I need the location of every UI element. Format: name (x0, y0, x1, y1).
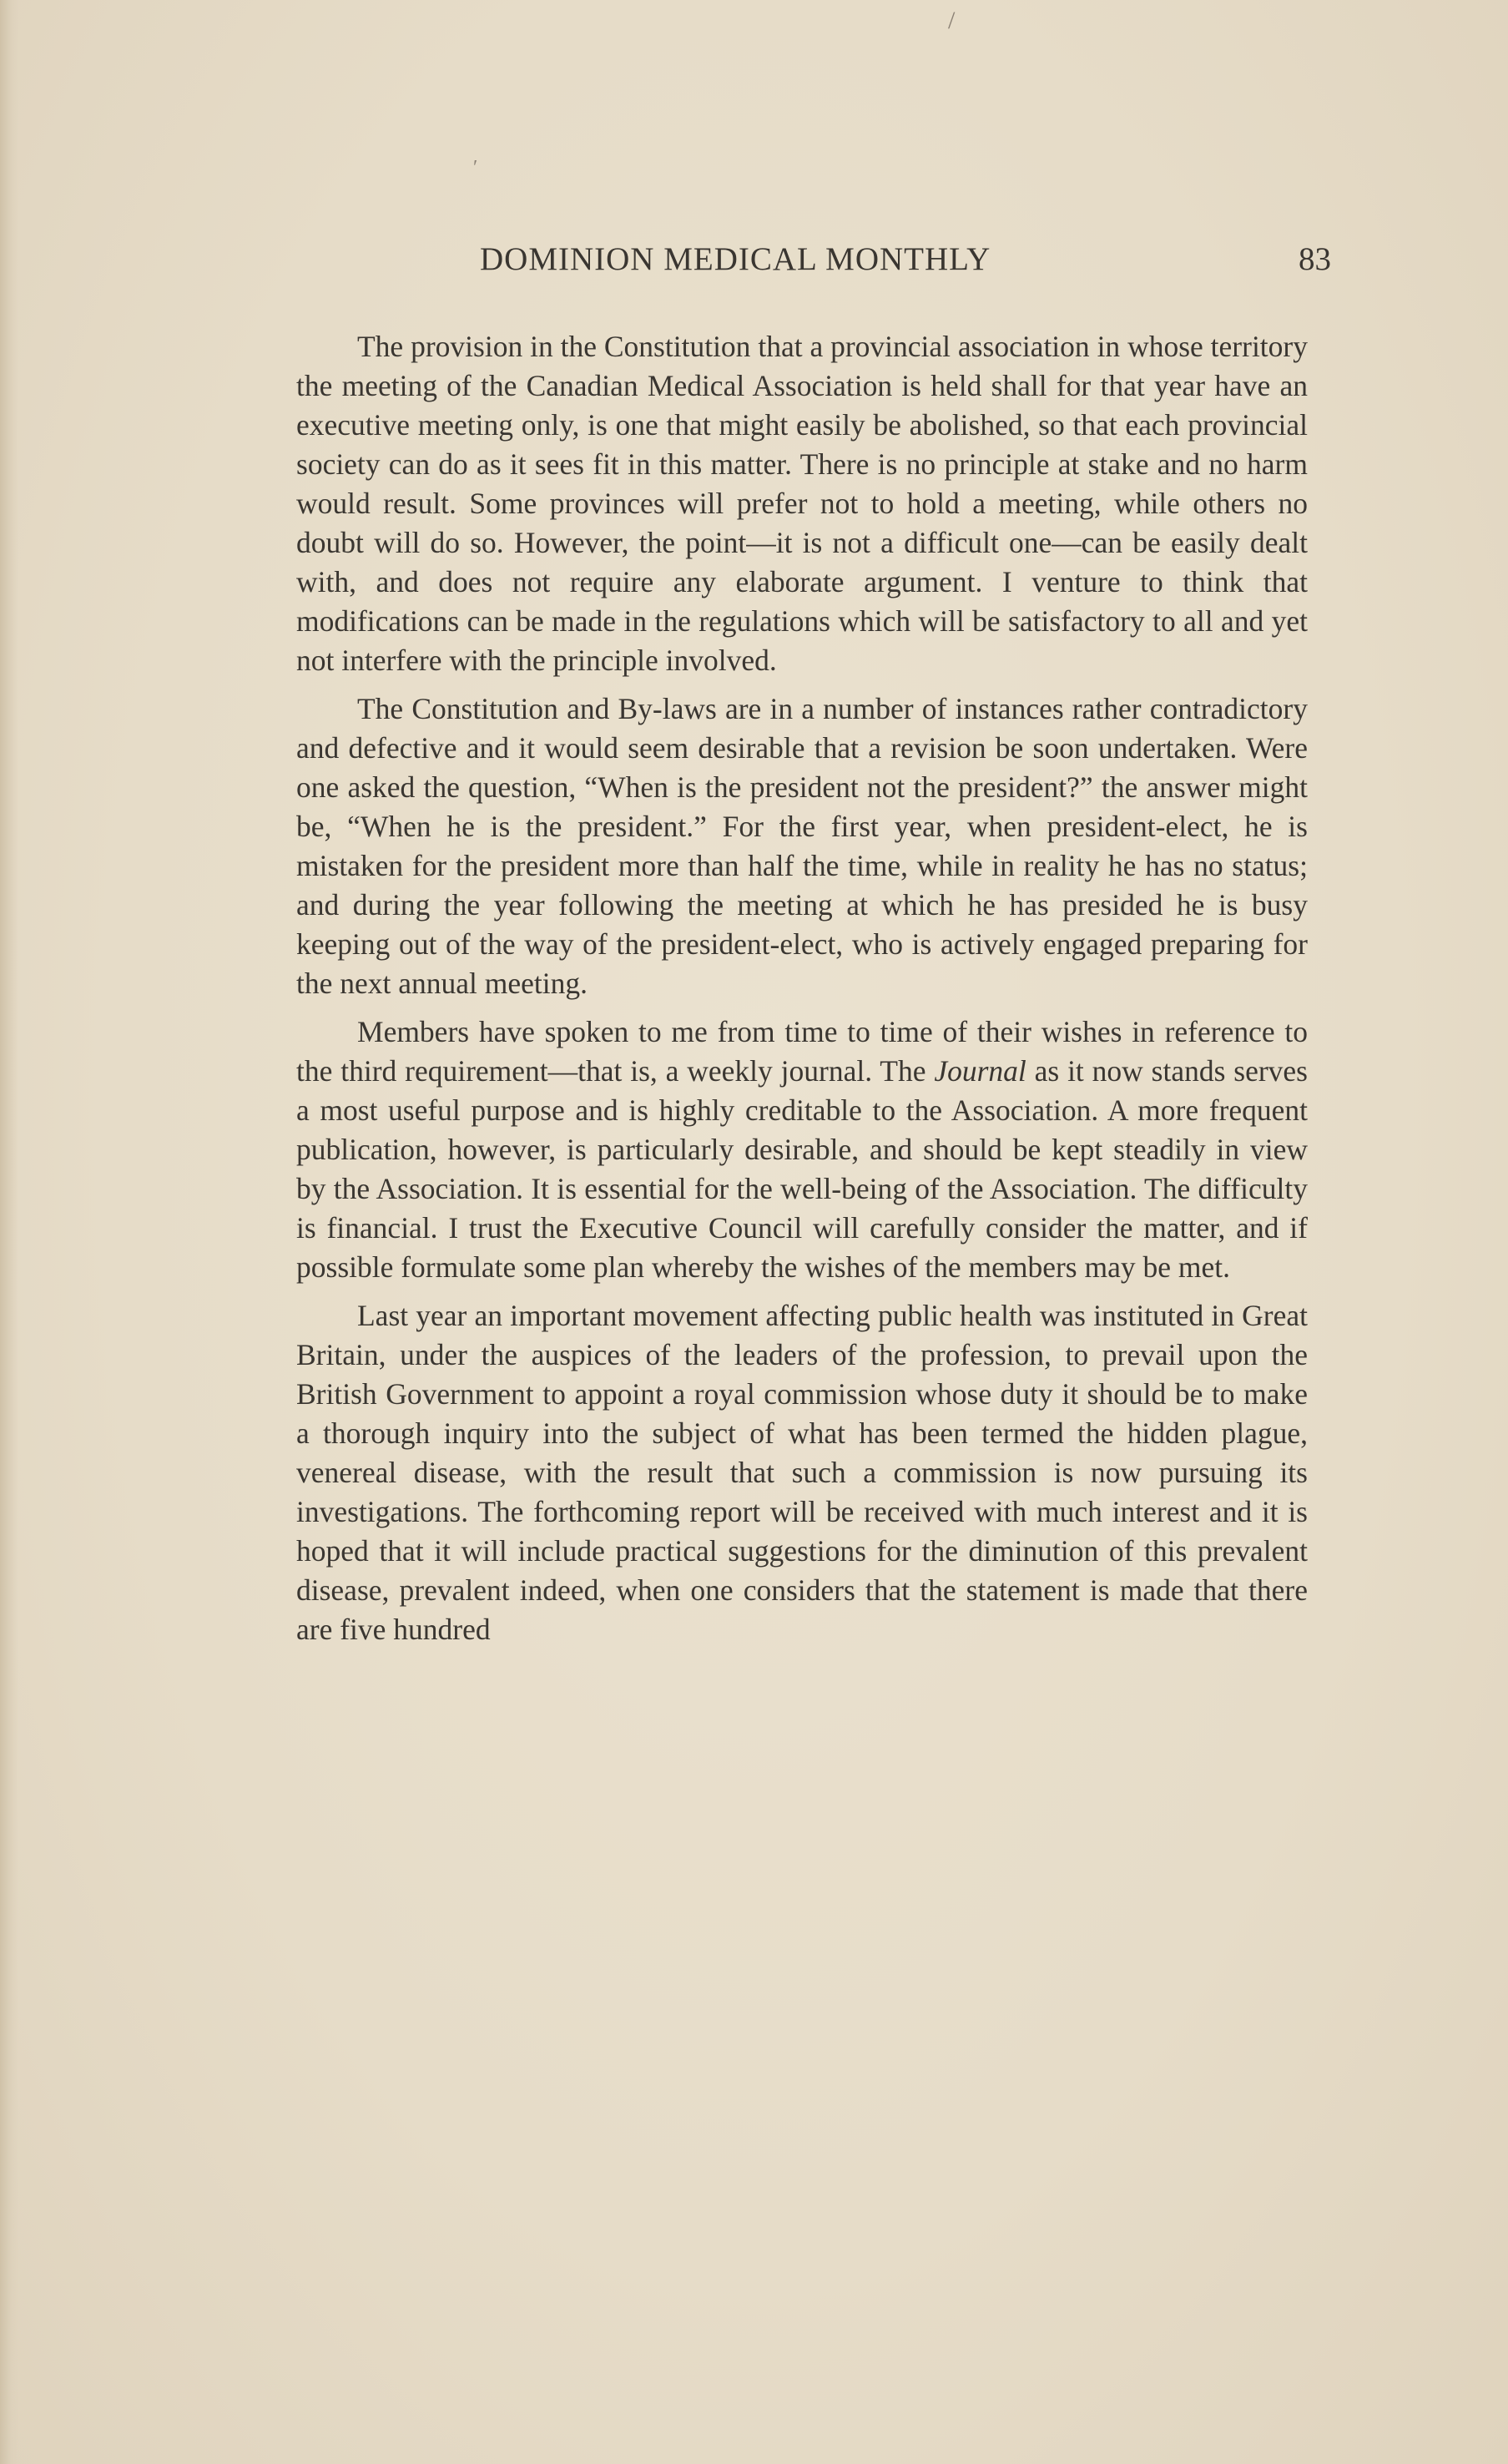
page-binding-edge (0, 0, 18, 2464)
article-body (296, 327, 1308, 1659)
running-title: DOMINION MEDICAL MONTHLY (480, 241, 991, 277)
journal-title: Journal (934, 1054, 1026, 1088)
paragraph-text: Members have spoken to me from time to time of their wishes in reference to the third requirement—that is, a weekly journal. The (296, 1015, 1308, 1088)
paragraph-constitution-bylaws: The Constitution and By-laws are in a number of instances rather contradictory and defective and it would seem desirable that a revision be soon undertaken. Were one asked the question, “When is the president not the president?” the answer might be, “When he is the president.” For the first year, when president-elect, he is mistaken for the president more than half the time, while in reality he has no status; and during the year following the meeting at which he has presided he is busy keeping out of the way of the president-elect, who is actively engaged preparing for the next annual meeting. (296, 692, 1308, 1000)
page-header (296, 240, 1331, 290)
paragraph-text: as it now stands serves a most useful purpose and is highly creditable to the Association. A more frequent publication, however, is particularly desirable, and should be kept steadily in view by the Association. It is essential for the well-being of the Association. The difficulty is financial. I trust the Executive Council will carefully consider the matter, and if possible formulate some plan whereby the wishes of the members may be met. (296, 1054, 1308, 1284)
pencil-tick: ′ (473, 157, 478, 179)
page-number: 83 (1299, 241, 1331, 277)
pencil-mark: / (948, 7, 956, 34)
paragraph-public-health: Last year an important movement affecting public health was instituted in Great Britain, under the auspices of the leaders of the profession, to prevail upon the British Government to appoint a royal commission whose duty it should be to make a thorough inquiry into the subject of what has been termed the hidden plague, venereal disease, with the result that such a commission is now pursuing its investigations. The forthcoming report will be received with much interest and it is hoped that it will include practical suggestions for the diminution of this prevalent disease, prevalent indeed, when one considers that the statement is made that there are five hundred (296, 1299, 1308, 1646)
paragraph-weekly-journal (296, 1012, 1308, 1287)
paragraph-constitution-provision: The provision in the Constitution that a provincial association in whose territory the meeting of the Canadian Medical Association is held shall for that year have an executive meeting only, is one that might easily be abolished, so that each provincial society can do as it sees fit in this matter. There is no principle at stake and no harm would result. Some provinces will prefer not to hold a meeting, while others no doubt will do so. However, the point—it is not a difficult one—can be easily dealt with, and does not require any elaborate argument. I venture to think that modifications can be made in the regulations which will be satisfactory to all and yet not interfere with the principle involved. (296, 330, 1308, 677)
